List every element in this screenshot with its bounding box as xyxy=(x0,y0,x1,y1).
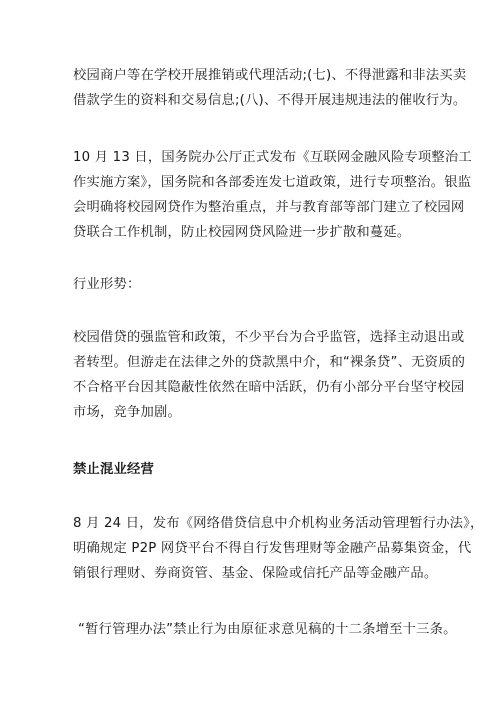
text-line: “暂行管理办法”禁止行为由原征求意见稿的十二条增至十三条。 xyxy=(78,622,457,637)
text-line: 会明确将校园网贷作为整治重点，并与教育部等部门建立了校园网 xyxy=(73,200,465,215)
text-line: 作实施方案》，国务院和各部委连发七道政策，进行专项整治。银监 xyxy=(73,175,472,190)
text-line: 者转型。但游走在法律之外的贷款黑中介，和“裸条贷”、无资质的 xyxy=(73,355,466,370)
paragraph-prohibited-activities xyxy=(73,63,467,113)
text-line: 市场，竞争加剧。 xyxy=(73,405,181,420)
paragraph-prohibited-count xyxy=(78,617,457,642)
text-line: 10 月 13 日，国务院办公厅正式发布《互联网金融风险专项整治工 xyxy=(73,150,472,165)
text-line: 校园商户等在学校开展推销或代理活动;(七)、不得泄露和非法买卖 xyxy=(73,68,467,83)
paragraph-aug-24-measures xyxy=(73,511,484,586)
text-line: 明确规定 P2P 网贷平台不得自行发售理财等金融产品募集资金，代 xyxy=(73,541,472,556)
section-heading xyxy=(73,457,443,482)
text-line: 不合格平台因其隐蔽性依然在暗中活跃，仍有小部分平台坚守校园 xyxy=(73,380,465,395)
text-line: 销银行理财、券商资管、基金、保险或信托产品等金融产品。 xyxy=(73,566,438,581)
paragraph-industry-situation-label xyxy=(73,272,443,297)
text-line: 借款学生的资料和交易信息;(八)、不得开展违规违法的催收行为。 xyxy=(73,93,467,108)
text-line: 校园借贷的强监管和政策，不少平台为合乎监管，选择主动退出或 xyxy=(73,330,465,345)
heading-text: 禁止混业经营 xyxy=(73,462,154,477)
text-line: 行业形势： xyxy=(73,277,141,292)
text-line: 贷联合工作机制，防止校园网贷风险进一步扩散和蔓延。 xyxy=(73,225,411,240)
paragraph-industry-situation xyxy=(73,325,466,425)
text-line: 8 月 24 日，发布《网络借贷信息中介机构业务活动管理暂行办法》， xyxy=(73,516,484,531)
paragraph-oct-13-policy xyxy=(73,145,472,245)
